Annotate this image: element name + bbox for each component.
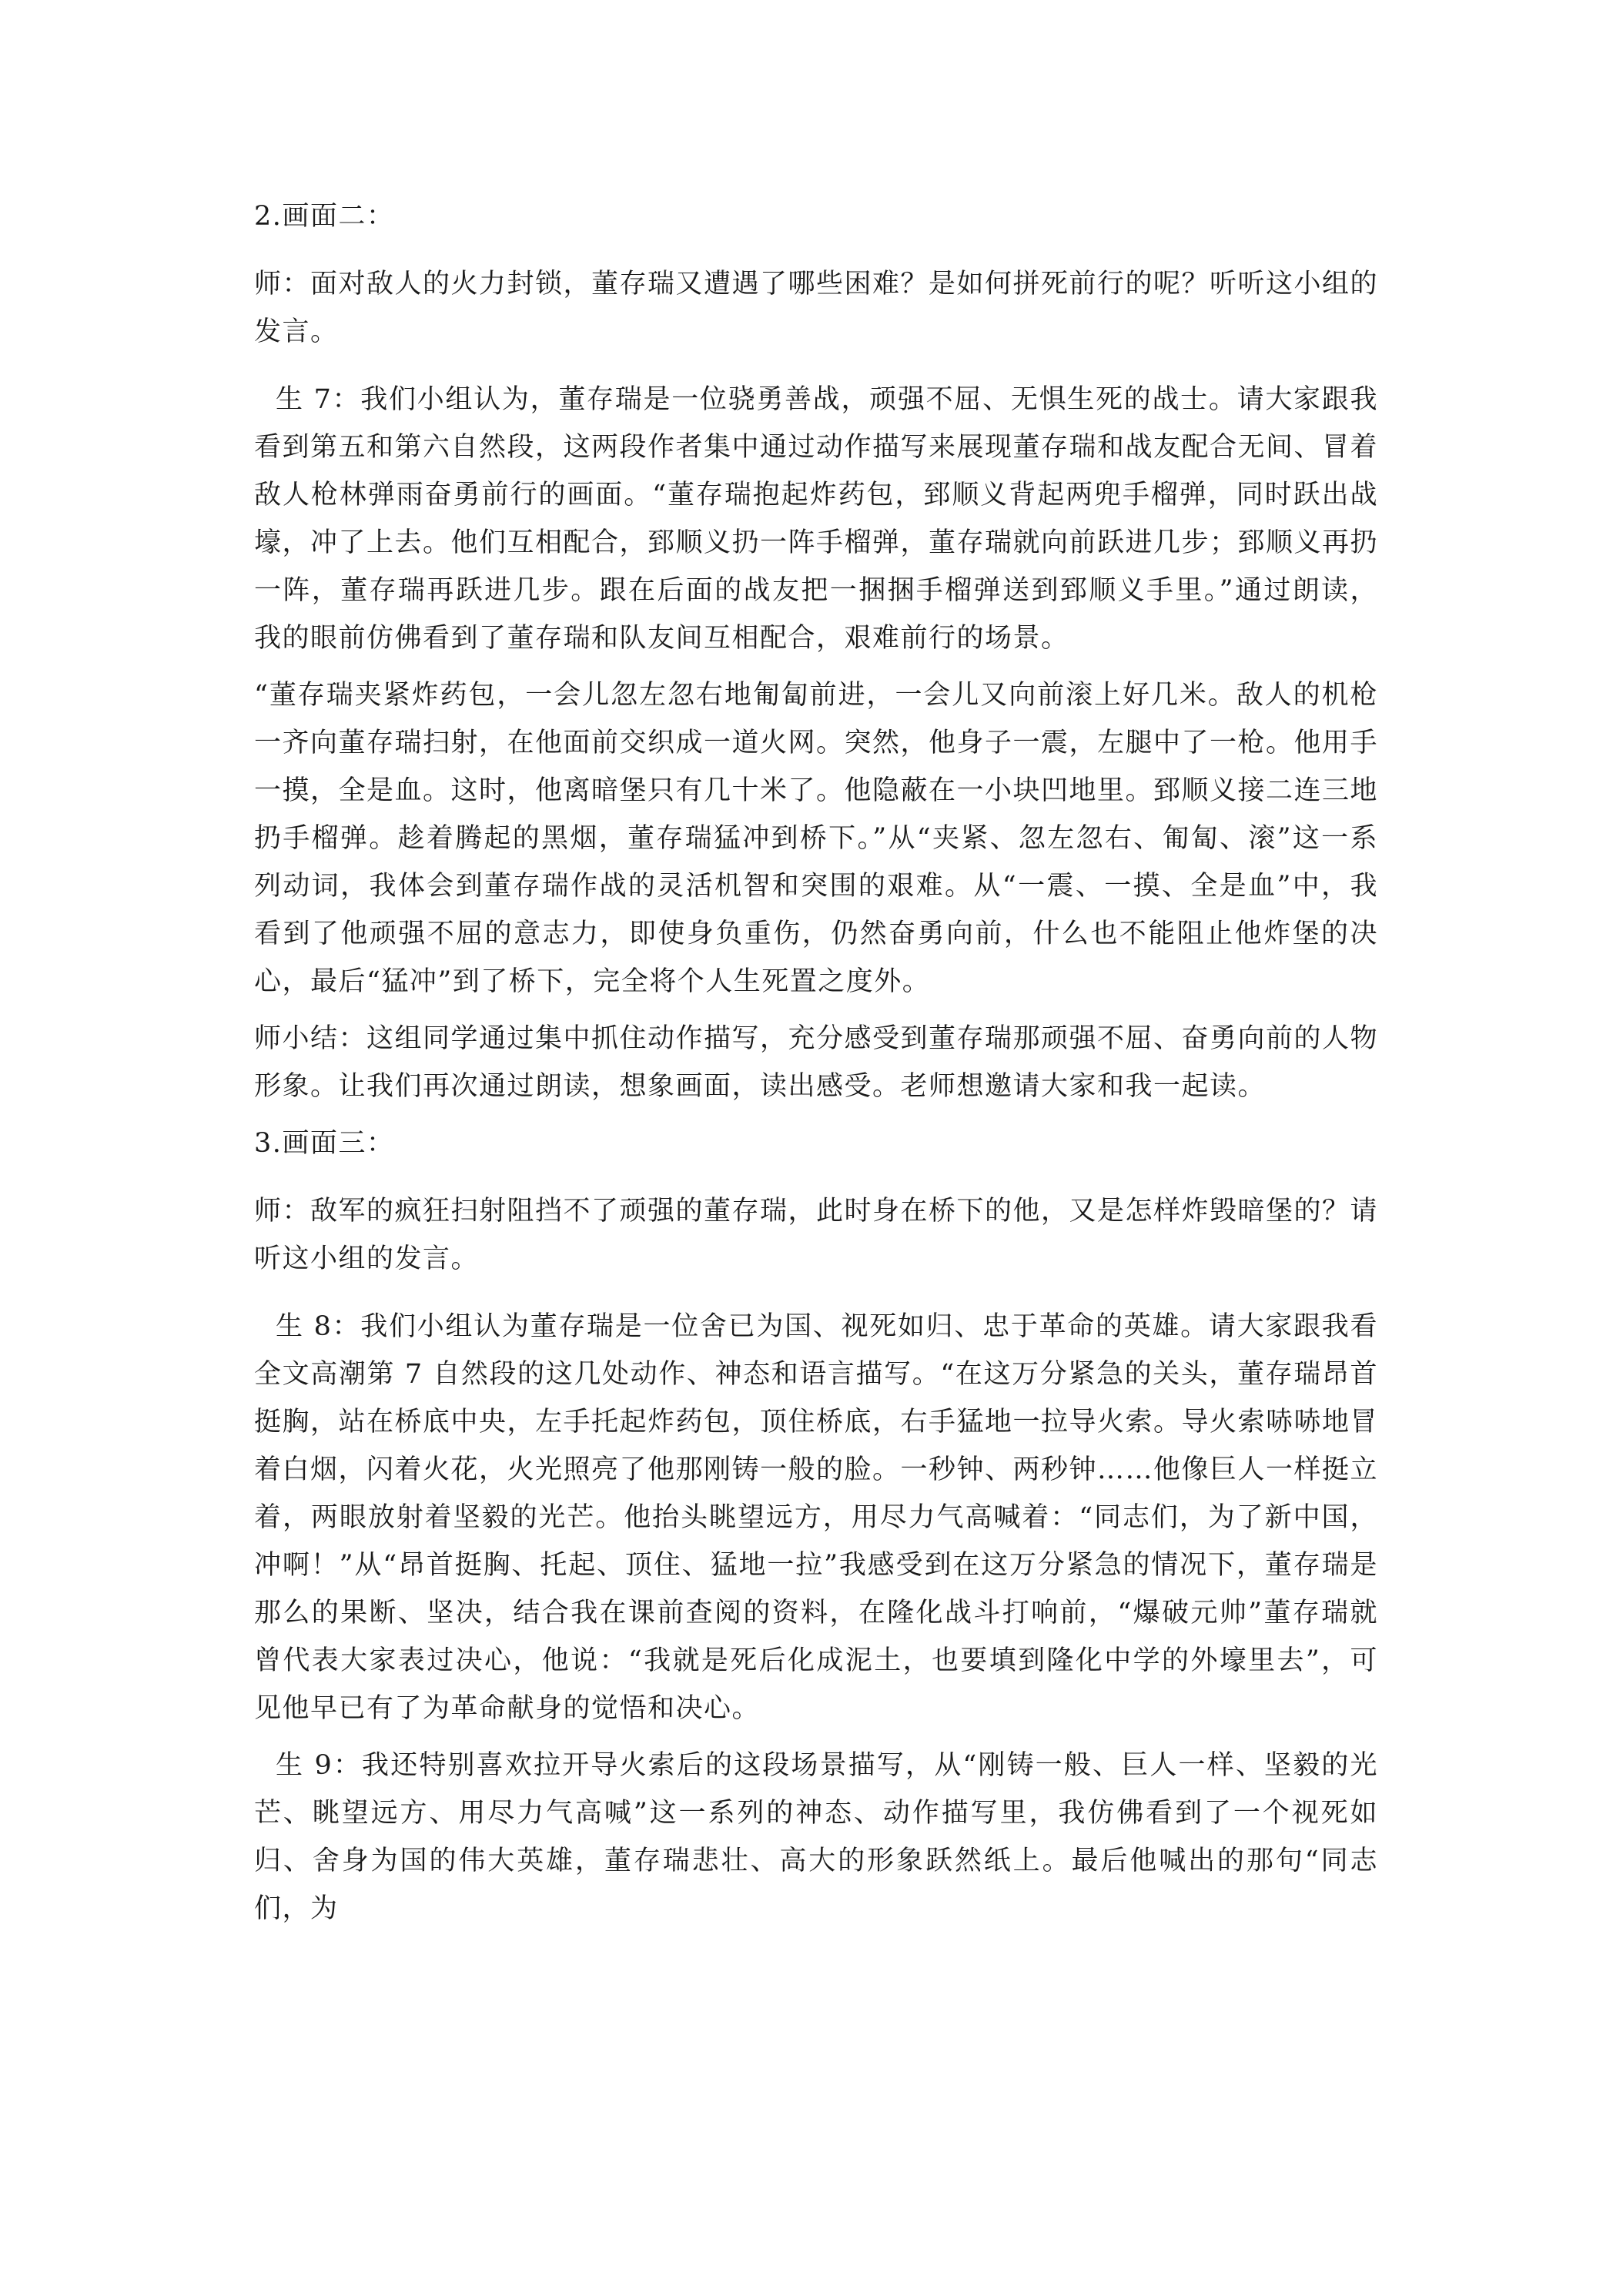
section-heading-scene-2: 2.画面二：	[254, 201, 395, 232]
student-9-response: 生 9：我还特别喜欢拉开导火索后的这段场景描写，从“刚铸一般、巨人一样、坚毅的光芒、眺望远方、用尽力气高喊”这一系列的神态、动作描写里，我仿佛看到了一个视死如归、舍身为国的伟大英雄，董存瑞悲壮、高大的形象跃然纸上。最后他喊出的那句“同志们，为	[254, 1750, 1378, 1924]
student-8-response: 生 8：我们小组认为董存瑞是一位舍已为国、视死如归、忠于革命的英雄。请大家跟我看全文高潮第 7 自然段的这几处动作、神态和语言描写。“在这万分紧急的关头，董存瑞昂首挺胸，站在桥底中央，左手托起炸药包，顶住桥底，右手猛地一拉导火索。导火索哧哧地冒着白烟，闪着火花，火光照亮了他那刚铸一般的脸。一秒钟、两秒钟……他像巨人一样挺立着，两眼放射着坚毅的光芒。他抬头眺望远方，用尽力气高喊着：“同志们，为了新中国，冲啊！”从“昂首挺胸、托起、顶住、猛地一拉”我感受到在这万分紧急的情况下，董存瑞是那么的果断、坚决，结合我在课前查阅的资料，在隆化战斗打响前，“爆破元帅”董存瑞就曾代表大家表过决心，他说：“我就是死后化成泥土，也要填到隆化中学的外壕里去”，可见他早已有了为革命献身的觉悟和决心。	[254, 1311, 1379, 1724]
student-7-response-continued: “董存瑞夹紧炸药包，一会儿忽左忽右地匍匐前进，一会儿又向前滚上好几米。敌人的机枪一齐向董存瑞扫射，在他面前交织成一道火网。突然，他身子一震，左腿中了一枪。他用手一摸，全是血。这时，他离暗堡只有几十米了。他隐蔽在一小块凹地里。郅顺义接二连三地扔手榴弹。趁着腾起的黑烟，董存瑞猛冲到桥下。”从“夹紧、忽左忽右、匍匐、滚”这一系列动词，我体会到董存瑞作战的灵活机智和突围的艰难。从“一震、一摸、全是血”中，我看到了他顽强不屈的意志力，即使身负重伤，仍然奋勇向前，什么也不能阻止他炸堡的决心，最后“猛冲”到了桥下，完全将个人生死置之度外。	[254, 680, 1379, 997]
teacher-prompt-scene-3: 师：敌军的疯狂扫射阻挡不了顽强的董存瑞，此时身在桥下的他，又是怎样炸毁暗堡的？请听这小组的发言。	[254, 1196, 1379, 1274]
teacher-prompt-scene-2: 师：面对敌人的火力封锁，董存瑞又遭遇了哪些困难？是如何拼死前行的呢？听听这小组的发言。	[254, 269, 1379, 347]
document-body	[254, 192, 1378, 1933]
student-7-response: 生 7：我们小组认为，董存瑞是一位骁勇善战，顽强不屈、无惧生死的战士。请大家跟我看到第五和第六自然段，这两段作者集中通过动作描写来展现董存瑞和战友配合无间、冒着敌人枪林弹雨奋勇前行的画面。“董存瑞抱起炸药包，郅顺义背起两兜手榴弹，同时跃出战壕，冲了上去。他们互相配合，郅顺义扔一阵手榴弹，董存瑞就向前跃进几步；郅顺义再扔一阵，董存瑞再跃进几步。跟在后面的战友把一捆捆手榴弹送到郅顺义手里。”通过朗读，我的眼前仿佛看到了董存瑞和队友间互相配合，艰难前行的场景。	[254, 384, 1379, 654]
teacher-summary: 师小结：这组同学通过集中抓住动作描写，充分感受到董存瑞那顽强不屈、奋勇向前的人物形象。让我们再次通过朗读，想象画面，读出感受。老师想邀请大家和我一起读。	[254, 1023, 1379, 1102]
section-heading-scene-3: 3.画面三：	[254, 1128, 395, 1159]
